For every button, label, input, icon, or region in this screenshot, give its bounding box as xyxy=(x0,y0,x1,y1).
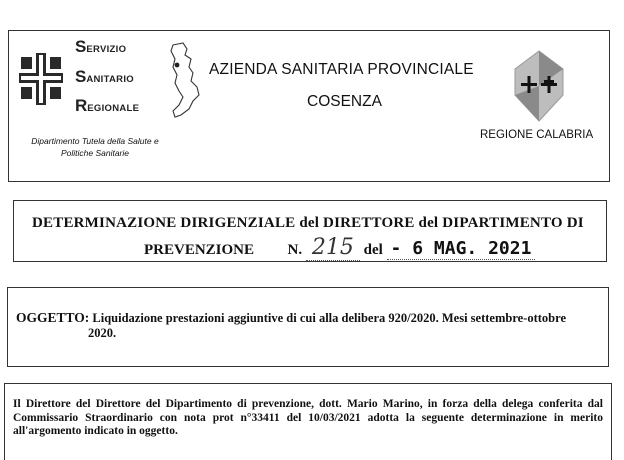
determination-title: DETERMINAZIONE DIRIGENZIALE del DIRETTORE del DIPARTIMENTO DI xyxy=(32,215,584,231)
ssr-line-servizio: SERVIZIO xyxy=(75,37,127,56)
oggetto-box xyxy=(7,287,609,367)
asp-name: AZIENDA SANITARIA PROVINCIALE xyxy=(209,61,474,78)
determination-date: - 6 MAG. 2021 xyxy=(387,238,536,260)
title-prevenzione: PREVENZIONE xyxy=(144,242,255,258)
preamble-text: Il Direttore del Direttore del Dipartimento di prevenzione, dott. Mario Marino, in forza della delega conferita dal Commissario Straordinario con nota prot n°33411 del 10/03/2021 adotta la seguente determinazione in merito all'argomento indicato in oggetto. xyxy=(13,398,603,437)
determination-title-box xyxy=(13,200,607,262)
determination-number: 215 xyxy=(306,235,360,261)
preamble-box xyxy=(4,383,612,460)
regione-calabria-emblem-icon xyxy=(511,49,567,123)
determination-title-line2 xyxy=(144,235,535,260)
asp-city: COSENZA xyxy=(307,93,382,110)
calabria-map-icon xyxy=(163,39,213,123)
number-label: N. xyxy=(287,242,303,258)
date-label: del xyxy=(363,242,383,258)
oggetto-content-cont: 2020. xyxy=(88,326,117,340)
ssr-logo-icon xyxy=(19,53,63,105)
oggetto-label: OGGETTO: xyxy=(16,310,90,325)
department-name: Dipartimento Tutela della Salute e Politiche Sanitarie xyxy=(31,136,159,158)
oggetto-content: Liquidazione prestazioni aggiuntive di cui alla delibera 920/2020. Mesi settembre-ottobre xyxy=(92,311,566,325)
region-name: REGIONE CALABRIA xyxy=(480,129,594,141)
oggetto-text xyxy=(16,310,602,341)
letterhead xyxy=(8,30,610,182)
ssr-line-regionale: REGIONALE xyxy=(75,96,140,115)
ssr-line-sanitario: SANITARIO xyxy=(75,67,134,86)
